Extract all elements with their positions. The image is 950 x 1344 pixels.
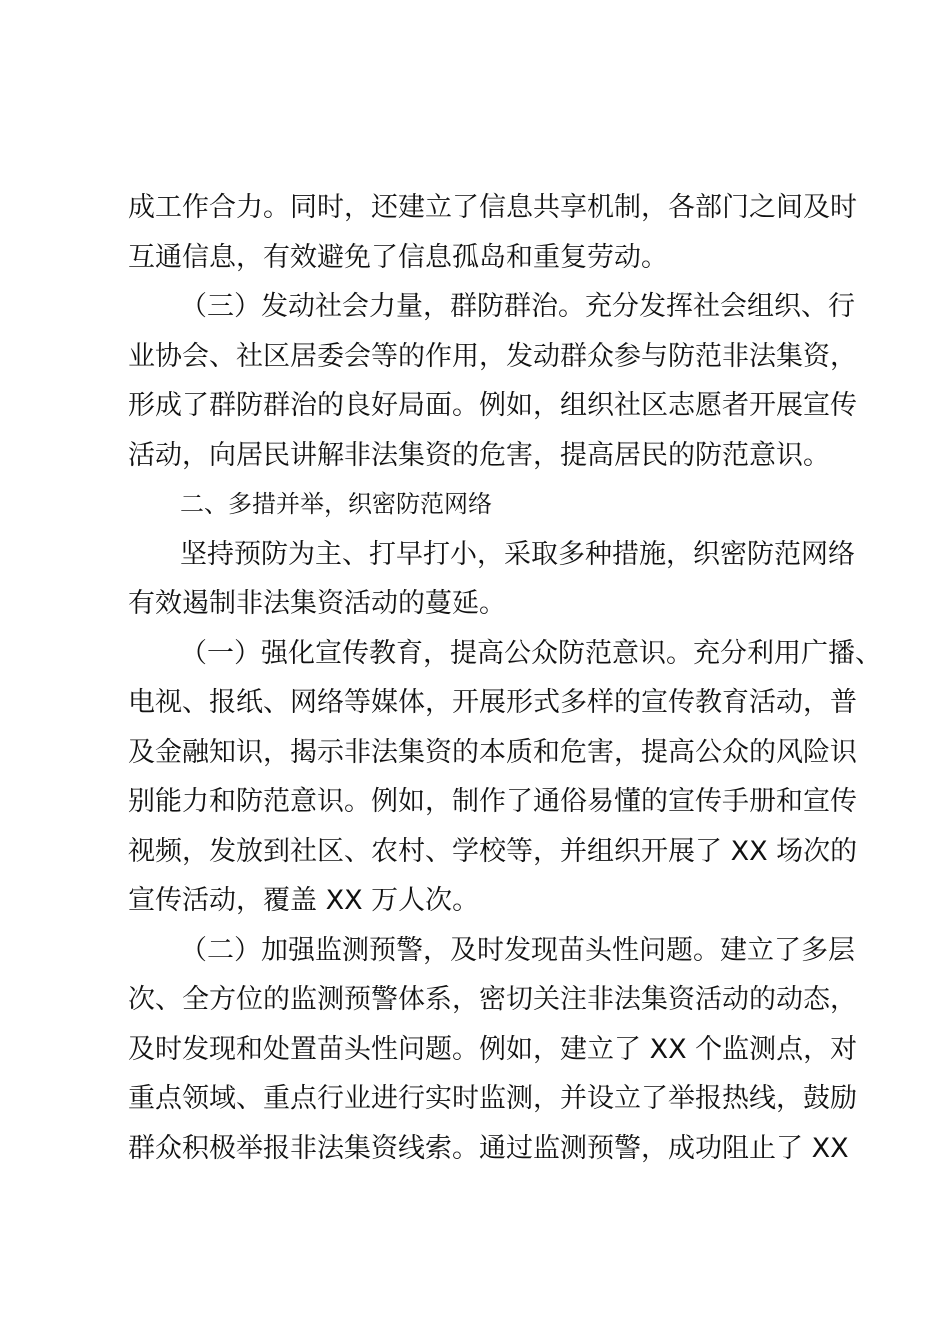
text-line: 形成了群防群治的良好局面。例如，组织社区志愿者开展宣传 bbox=[128, 390, 857, 421]
text-line: 视频，发放到社区、农村、学校等，并组织开展了 XX 场次的 bbox=[128, 835, 858, 867]
paragraph-heading-line: （二）加强监测预警，及时发现苗头性问题。建立了多层 bbox=[180, 934, 855, 966]
text-line: 及金融知识，揭示非法集资的本质和危害，提高公众的风险识 bbox=[128, 736, 857, 768]
text-line: 业协会、社区居委会等的作用，发动群众参与防范非法集资， bbox=[128, 340, 857, 372]
text-line: 及时发现和处置苗头性问题。例如，建立了 XX 个监测点，对 bbox=[128, 1033, 858, 1065]
text-line: 别能力和防范意识。例如，制作了通俗易懂的宣传手册和宣传 bbox=[128, 786, 857, 817]
text-line: 重点领域、重点行业进行实时监测，并设立了举报热线，鼓励 bbox=[128, 1083, 857, 1114]
text-line: 电视、报纸、网络等媒体，开展形式多样的宣传教育活动，普 bbox=[128, 687, 857, 718]
text-line: 互通信息，有效避免了信息孤岛和重复劳动。 bbox=[128, 241, 668, 273]
text-line: 活动，向居民讲解非法集资的危害，提高居民的防范意识。 bbox=[128, 439, 830, 471]
text-line: 群众积极举报非法集资线索。通过监测预警，成功阻止了 XX bbox=[128, 1132, 849, 1164]
text-line: 有效遏制非法集资活动的蔓延。 bbox=[128, 588, 506, 619]
section-heading: 二、多措并举，织密防范网络 bbox=[180, 490, 492, 518]
text-line: 次、全方位的监测预警体系，密切关注非法集资活动的动态， bbox=[128, 984, 857, 1015]
text-line: 成工作合力。同时，还建立了信息共享机制，各部门之间及时 bbox=[128, 192, 857, 223]
text-line: 坚持预防为主、打早打小，采取多种措施，织密防范网络 bbox=[180, 538, 855, 570]
paragraph-heading-line: （一）强化宣传教育，提高公众防范意识。充分利用广播、 bbox=[180, 637, 882, 669]
text-line: 宣传活动，覆盖 XX 万人次。 bbox=[128, 885, 480, 916]
paragraph-heading-line: （三）发动社会力量，群防群治。充分发挥社会组织、行 bbox=[180, 291, 855, 322]
document-body bbox=[128, 183, 882, 1173]
